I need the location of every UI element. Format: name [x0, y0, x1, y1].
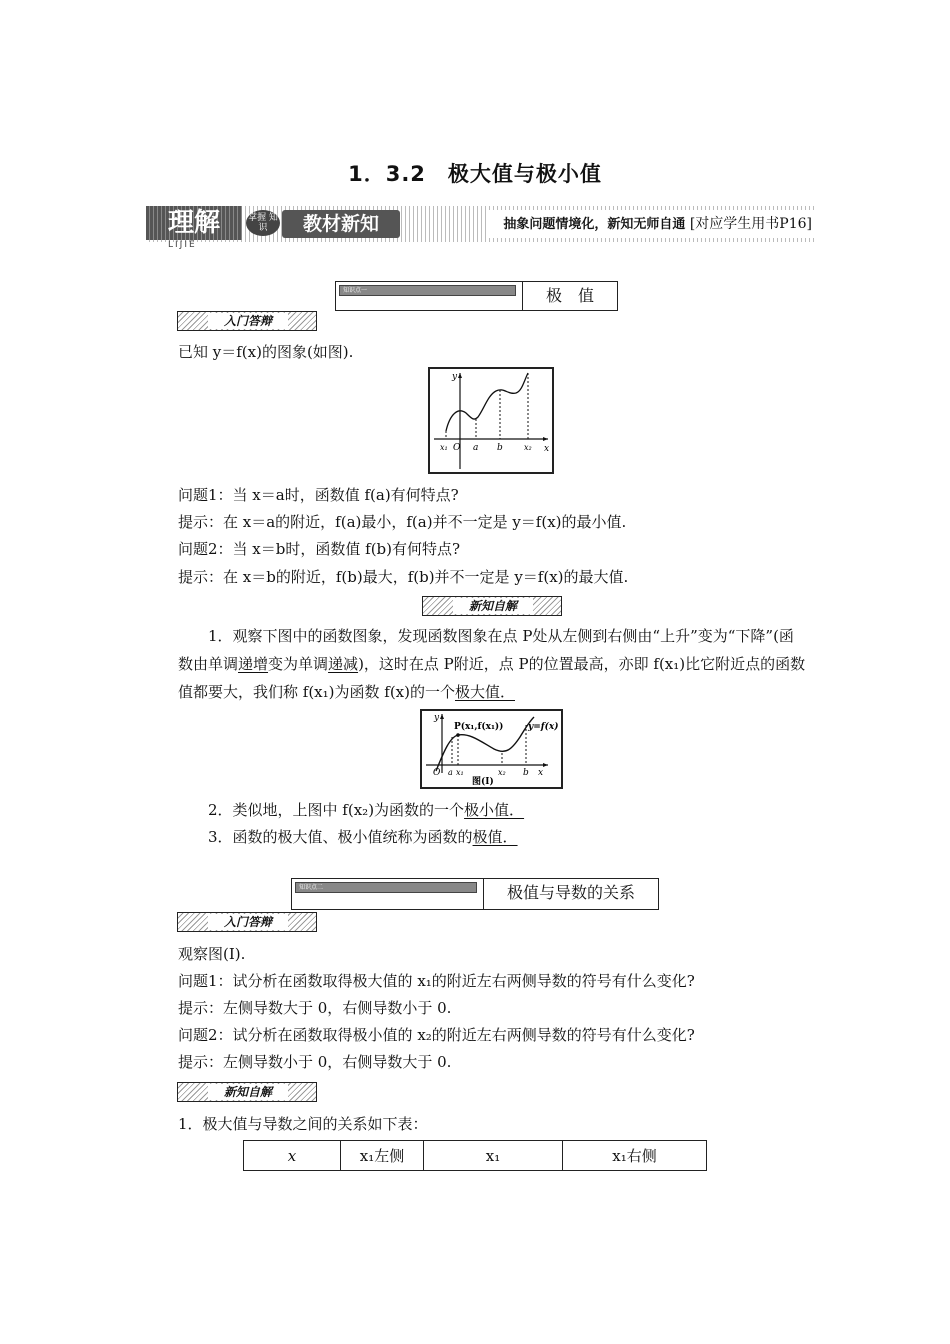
hint-4: 提示：左侧导数小于 0，右侧导数大于 0.: [178, 1053, 452, 1071]
graph1-tick-x1: x₁: [440, 443, 448, 452]
observe-text: 观察图(Ⅰ).: [178, 945, 246, 963]
section-banner: [146, 206, 816, 250]
graph2-tick-o: O: [433, 768, 441, 778]
intro-tag-2-label: 入门答辩: [208, 914, 288, 930]
table-cell: x₁左侧: [341, 1141, 424, 1171]
banner-sub-label: 教材新知: [282, 210, 400, 238]
p1-text-b: 变为单调: [268, 655, 329, 673]
graph2-tick-x2: x₂: [498, 768, 506, 777]
p1-text-a: 1．观察下图中的函数图象，发现函数图象在点 P处从左侧到右侧由“上升”变为“下降”(函数由单调: [178, 627, 794, 673]
table-cell: [244, 1141, 341, 1171]
paragraph-1: [178, 622, 806, 706]
question-1: 问题1：当 x＝a时，函数值 f(a)有何特点?: [178, 486, 459, 504]
banner-right: [489, 210, 816, 238]
p2-underline: 极小值．: [464, 801, 525, 819]
banner-ref: [对应学生用书P16]: [689, 216, 812, 232]
hint-2: 提示：在 x＝b的附近，f(b)最大，f(b)并不一定是 y＝f(x)的最大值.: [178, 568, 629, 586]
knowledge-point-1: [335, 281, 618, 311]
intro-tag-label: 入门答辩: [208, 313, 288, 329]
hint-1: 提示：在 x＝a的附近，f(a)最小，f(a)并不一定是 y＝f(x)的最小值.: [178, 513, 627, 531]
graph1-tick-o: O: [453, 443, 461, 453]
knowledge2-tag: 知识点二: [295, 882, 477, 893]
banner-main-label: 理解: [146, 206, 242, 240]
graph2-point-label: P(x₁,f(x₁)): [454, 722, 504, 732]
graph2-x-label: x: [538, 768, 544, 778]
question-3: 问题1：试分析在函数取得极大值的 x₁的附近左右两侧导数的符号有什么变化?: [178, 972, 695, 990]
graph2-tick-x1: x₁: [456, 768, 464, 777]
knowledge2-tag-box: [292, 879, 484, 909]
table-cell: x₁右侧: [563, 1141, 707, 1171]
intro-tag-2: [177, 912, 317, 932]
graph2-curve-label: y=f(x): [528, 722, 559, 732]
knowledge-point-2: [291, 878, 659, 910]
graph2-caption: 图(Ⅰ): [472, 777, 494, 787]
hint-3: 提示：左侧导数大于 0，右侧导数小于 0.: [178, 999, 452, 1017]
question-4: 问题2：试分析在函数取得极小值的 x₂的附近左右两侧导数的符号有什么变化?: [178, 1026, 695, 1044]
derivative-table: [243, 1140, 707, 1171]
function-graph-2: [420, 709, 563, 789]
question-2: 问题2：当 x＝b时，函数值 f(b)有何特点?: [178, 540, 461, 558]
table-row: [244, 1141, 707, 1171]
p2-text: 2．类似地，上图中 f(x₂)为函数的一个: [208, 801, 465, 819]
table-cell: x₁: [424, 1141, 563, 1171]
knowledge-tag: 知识点一: [339, 285, 516, 296]
p3-underline: 极值．: [472, 828, 518, 846]
banner-pinyin: LIJIE: [168, 240, 197, 250]
p1-underline-2: 递减: [328, 655, 359, 673]
paragraph-3: [178, 823, 806, 851]
newknow-tag-1: [422, 596, 562, 616]
newknow-tag-label: 新知自解: [453, 598, 533, 614]
banner-badge: 掌握 知识: [246, 210, 280, 236]
given-text: 已知 y＝f(x)的图象(如图).: [178, 343, 354, 361]
graph-2-svg: [422, 711, 561, 787]
paragraph-2: [178, 796, 806, 824]
p1-text-c: )，这时在点 P附近，点 P的位置最高，亦即 f(x₁)比它附近点的函数值都要大，我们称 f(x₁)为函数 f(x)的一个: [178, 655, 806, 701]
function-graph-1: [428, 367, 554, 474]
page-title: 1．3.2 极大值与极小值: [348, 162, 602, 186]
graph1-tick-a: a: [473, 443, 479, 453]
graph1-y-label: y: [452, 372, 458, 382]
p1-underline-3: 极大值．: [454, 683, 515, 701]
graph-1-svg: [430, 369, 552, 472]
paragraph-4: 1．极大值与导数之间的关系如下表：: [178, 1115, 428, 1133]
newknow-tag-2: [177, 1082, 317, 1102]
cell-x: x: [287, 1146, 297, 1165]
knowledge-title: 极 值: [545, 286, 594, 305]
graph1-x-label: x: [544, 444, 550, 454]
graph1-tick-x2: x₂: [524, 443, 532, 452]
graph2-y-label: y: [434, 713, 440, 723]
graph2-tick-b: b: [523, 768, 529, 778]
p1-underline-1: 递增: [238, 655, 269, 673]
knowledge-tag-box: [336, 282, 523, 310]
knowledge2-title: 极值与导数的关系: [506, 883, 635, 902]
graph1-tick-b: b: [497, 443, 503, 453]
intro-tag-1: [177, 311, 317, 331]
graph2-tick-a: a: [448, 768, 453, 777]
p3-text: 3．函数的极大值、极小值统称为函数的: [208, 828, 473, 846]
banner-right-text: 抽象问题情境化，新知无师自通: [503, 217, 686, 232]
newknow-tag-2-label: 新知自解: [208, 1084, 288, 1100]
